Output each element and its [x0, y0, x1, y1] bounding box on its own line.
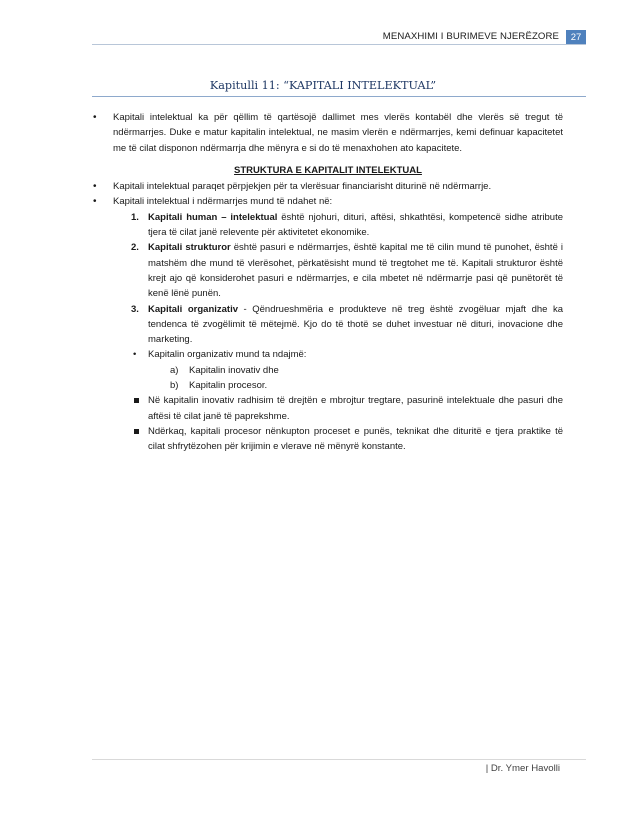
- numbered-item: [93, 240, 563, 301]
- list-item: [93, 424, 563, 455]
- bullet-text: Kapitali intelektual i ndërmarrjes mund të ndahet në:: [113, 196, 333, 208]
- item-number: 2.: [131, 242, 139, 254]
- bullet-text: Kapitalin organizativ mund ta ndajmë:: [148, 349, 307, 361]
- alpha-text: Kapitalin inovativ dhe: [189, 364, 279, 376]
- page-footer-author: | Dr. Ymer Havolli: [485, 763, 560, 774]
- bullet-text: Në kapitalin inovativ radhisim të drejtën e mbrojtur tregtare, pasurinë intelektuale dhe pasuri dhe aftësi të cilat janë të paprekshme.: [148, 395, 563, 422]
- alpha-marker: b): [170, 380, 179, 392]
- numbered-item: [93, 302, 563, 348]
- item-text: është njohuri, dituri, aftësi, shkathtësi, kompetencë sidhe atribute tjera të cilat janë relevente për aktivitetet ekonomike.: [148, 211, 564, 239]
- bullet-text: Kapitali intelektual paraqet përpjekjen për ta vlerësuar financiarisht diturinë në ndërmarrje.: [113, 181, 492, 193]
- bullet-icon: •: [93, 196, 97, 208]
- list-item: [93, 393, 563, 424]
- page-header: [0, 30, 638, 44]
- page-content: [93, 110, 563, 455]
- item-term: Kapitali strukturor: [148, 242, 231, 254]
- numbered-item: [93, 210, 563, 241]
- square-bullet-icon: [134, 398, 139, 403]
- list-item: [93, 194, 563, 209]
- item-number: 1.: [131, 211, 139, 223]
- alpha-item: [93, 363, 563, 378]
- list-item: [93, 347, 563, 362]
- alpha-marker: a): [170, 364, 179, 376]
- page-number-badge: 27: [566, 30, 586, 45]
- list-item: [93, 110, 563, 156]
- list-item: [93, 179, 563, 194]
- alpha-item: [93, 378, 563, 393]
- section-heading: STRUKTURA E KAPITALIT INTELEKTUAL: [234, 164, 422, 176]
- item-number: 3.: [131, 303, 139, 315]
- square-bullet-icon: [134, 429, 139, 434]
- bullet-icon: •: [93, 181, 97, 193]
- item-text: - Qëndrueshmëria e produkteve në treg është zvogëluar mjaft dhe ka tendenca të zvogëlimit të mëtejmë. Kjo do të thotë se duhet investuar në dituri, inovacione dhe marketing.: [148, 303, 563, 346]
- bullet-icon: •: [93, 112, 97, 123]
- item-term: Kapitali organizativ: [148, 303, 239, 315]
- running-header-title: MENAXHIMI I BURIMEVE NJERËZORE: [382, 31, 559, 42]
- chapter-title: Kapitulli 11: “KAPITALI INTELEKTUAL”: [209, 79, 437, 92]
- bullet-icon: •: [133, 349, 137, 361]
- item-term: Kapitali human – intelektual: [148, 211, 278, 223]
- footer-divider: [92, 759, 586, 760]
- item-text: është pasuri e ndërmarrjes, është kapital me të cilin mund të punohet, është i matshëm dhe mund të vlerësohet, përkatësisht mund të tregtohet me të. Kapitali strukturor është krejt ajo që konsiderohet pasuri e ndërmarrjes, e cila mbetet në ndërmarrje pasi që punëtorët të kenë lënë punën.: [148, 242, 563, 300]
- intro-text: Kapitali intelektual ka për qëllim të qartësojë dallimet mes vlerës kontabël dhe vlerës së tregut të ndërmarrjes. Duke e matur kapitalin intelektual, ne masim vlerën e ndërmarrjes, kemi definuar kapacitetet me të cilat disponon ndërmarrja dhe mënyra e si do të menaxhohen ato kapacitete.: [113, 112, 563, 154]
- bullet-text: Ndërkaq, kapitali procesor nënkupton proceset e punës, teknikat dhe dituritë e tjera praktike të cilat shfrytëzohen për krijimin e vlerave në mënyrë konstante.: [148, 425, 563, 453]
- header-divider: [92, 44, 586, 45]
- chapter-divider: [92, 96, 586, 97]
- alpha-text: Kapitalin procesor.: [189, 380, 268, 392]
